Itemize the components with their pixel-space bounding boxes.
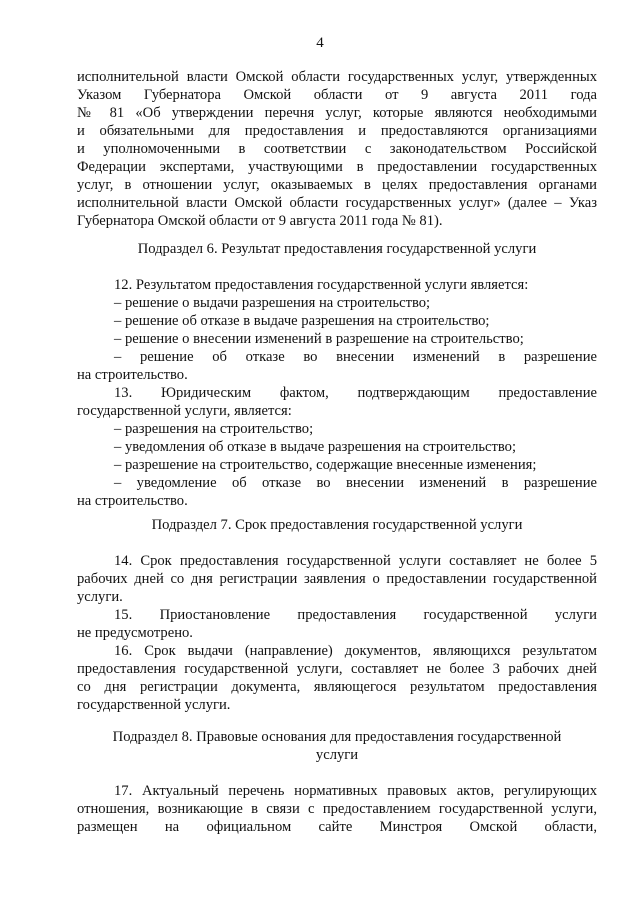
text-line: на строительство. xyxy=(77,493,188,509)
text-line: – решение о внесении изменений в разрешение на строительство; xyxy=(114,331,524,347)
subsection-8-body xyxy=(77,782,597,836)
text-line: услуг, в отношении услуг, оказываемых в целях предоставления органами xyxy=(77,177,597,193)
text-line: № 81 «Об утверждении перечня услуг, которые являются необходимыми xyxy=(77,105,597,121)
text-line: и обязательными для предоставления и предоставляются организациями xyxy=(77,123,597,139)
text-line: 17. Актуальный перечень нормативных правовых актов, регулирующих xyxy=(114,783,597,799)
text-line: не предусмотрено. xyxy=(77,625,193,641)
text-line: – решение об отказе в выдаче разрешения на строительство; xyxy=(114,313,490,329)
text-line: на строительство. xyxy=(77,367,188,383)
text-line: и уполномоченными в соответствии с законодательством Российской xyxy=(77,141,597,157)
text-line: – решение о выдачи разрешения на строительство; xyxy=(114,295,431,311)
text-line: 16. Срок выдачи (направление) документов, являющихся результатом xyxy=(114,643,597,659)
heading-line: услуги xyxy=(315,747,359,763)
subsection-7-body xyxy=(77,552,597,714)
text-line: отношения, возникающие в связи с предоставлением государственной услуги, xyxy=(77,801,597,817)
text-line: 13. Юридическим фактом, подтверждающим предоставление xyxy=(114,385,597,401)
text-line: Указом Губернатора Омской области от 9 августа 2011 года xyxy=(77,87,597,103)
text-line: предоставления государственной услуги, составляет не более 3 рабочих дней xyxy=(77,661,597,677)
text-line: услуги. xyxy=(77,589,123,605)
text-line: размещен на официальном сайте Минстроя Омской области, xyxy=(77,819,597,835)
subsection-6-body xyxy=(77,276,597,510)
text-line: исполнительной власти Омской области государственных услуг, утвержденных xyxy=(77,69,597,85)
text-line: Губернатора Омской области от 9 августа 2011 года № 81). xyxy=(77,213,443,229)
text-line: – уведомление об отказе во внесении изменений в разрешение xyxy=(114,475,597,491)
subsection-6-heading: Подраздел 6. Результат предоставления государственной услуги xyxy=(137,241,537,257)
text-line: – разрешения на строительство; xyxy=(114,421,314,437)
text-line: – уведомления об отказе в выдаче разрешения на строительство; xyxy=(114,439,517,455)
text-line: рабочих дней со дня регистрации заявления о предоставлении государственной xyxy=(77,571,597,587)
page-number: 4 xyxy=(316,35,324,51)
intro-paragraph xyxy=(77,68,597,230)
heading-line: Подраздел 8. Правовые основания для предоставления государственной xyxy=(112,729,562,745)
text-line: 15. Приостановление предоставления государственной услуги xyxy=(114,607,597,623)
text-line: государственной услуги, является: xyxy=(77,403,292,419)
text-line: 12. Результатом предоставления государственной услуги является: xyxy=(114,277,529,293)
subsection-7-heading: Подраздел 7. Срок предоставления государственной услуги xyxy=(151,517,523,533)
text-line: государственной услуги. xyxy=(77,697,231,713)
text-line: со дня регистрации документа, являющегося результатом предоставления xyxy=(77,679,597,695)
text-line: – решение об отказе во внесении изменений в разрешение xyxy=(114,349,597,365)
text-line: – разрешение на строительство, содержащие внесенные изменения; xyxy=(114,457,537,473)
text-line: 14. Срок предоставления государственной услуги составляет не более 5 xyxy=(114,553,597,569)
text-line: Федерации экспертами, участвующими в предоставлении государственных xyxy=(77,159,597,175)
subsection-8-heading xyxy=(77,728,597,764)
text-line: исполнительной власти Омской области государственных услуг» (далее – Указ xyxy=(77,195,597,211)
